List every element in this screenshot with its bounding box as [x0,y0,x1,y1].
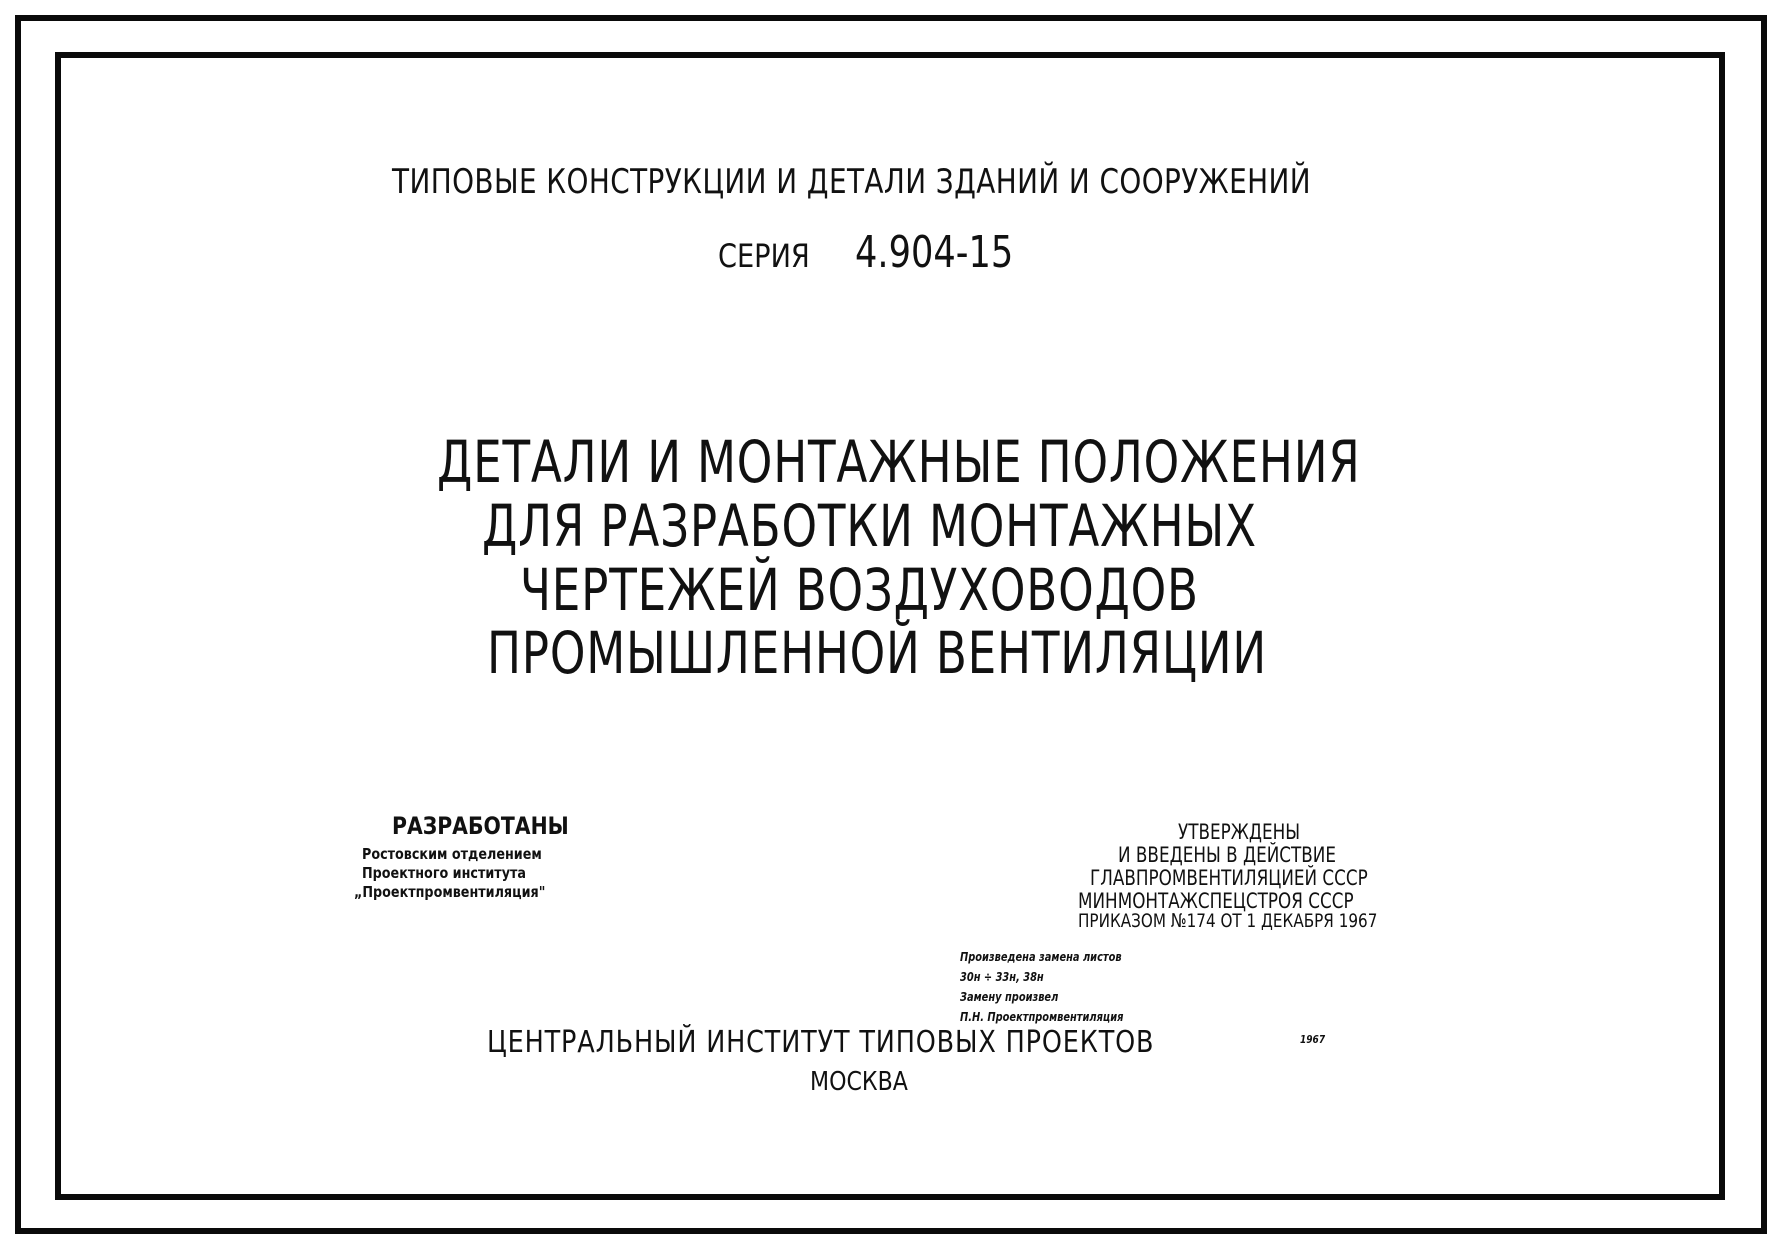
title-line: ДЛЯ РАЗРАБОТКИ МОНТАЖНЫХ [482,492,1257,560]
revision-note-line: 30н ÷ 33н, 38н [960,970,1044,984]
series-label: СЕРИЯ [718,237,810,275]
publisher-name: ЦЕНТРАЛЬНЫЙ ИНСТИТУТ ТИПОВЫХ ПРОЕКТОВ [487,1025,1155,1060]
revision-note-line: П.Н. Проектпромвентиляция [960,1010,1124,1024]
developed-heading: РАЗРАБОТАНЫ [392,812,569,840]
developed-line: Проектного института [362,864,526,882]
title-line: ДЕТАЛИ И МОНТАЖНЫЕ ПОЛОЖЕНИЯ [437,428,1361,496]
series-heading: ТИПОВЫЕ КОНСТРУКЦИИ И ДЕТАЛИ ЗДАНИЙ И СООРУЖЕНИЙ [392,162,1312,202]
revision-note-line: Произведена замена листов [960,950,1122,964]
approved-line: И ВВЕДЕНЫ В ДЕЙСТВИЕ [1118,843,1336,867]
revision-note-side: 1967 [1300,1033,1326,1046]
title-line: ПРОМЫШЛЕННОЙ ВЕНТИЛЯЦИИ [487,619,1268,687]
series-number: 4.904-15 [855,227,1014,278]
developed-line: „Проектпромвентиляция" [354,883,546,901]
approved-line: УТВЕРЖДЕНЫ [1178,820,1301,844]
approved-line: МИНМОНТАЖСПЕЦСТРОЯ СССР [1078,889,1354,913]
title-line: ЧЕРТЕЖЕЙ ВОЗДУХОВОДОВ [520,556,1199,624]
publisher-city: МОСКВА [810,1067,908,1097]
approved-line: ПРИКАЗОМ №174 ОТ 1 ДЕКАБРЯ 1967 [1078,910,1378,932]
approved-line: ГЛАВПРОМВЕНТИЛЯЦИЕЙ СССР [1090,866,1368,890]
developed-line: Ростовским отделением [362,845,542,863]
revision-note-line: Замену произвел [960,990,1059,1004]
